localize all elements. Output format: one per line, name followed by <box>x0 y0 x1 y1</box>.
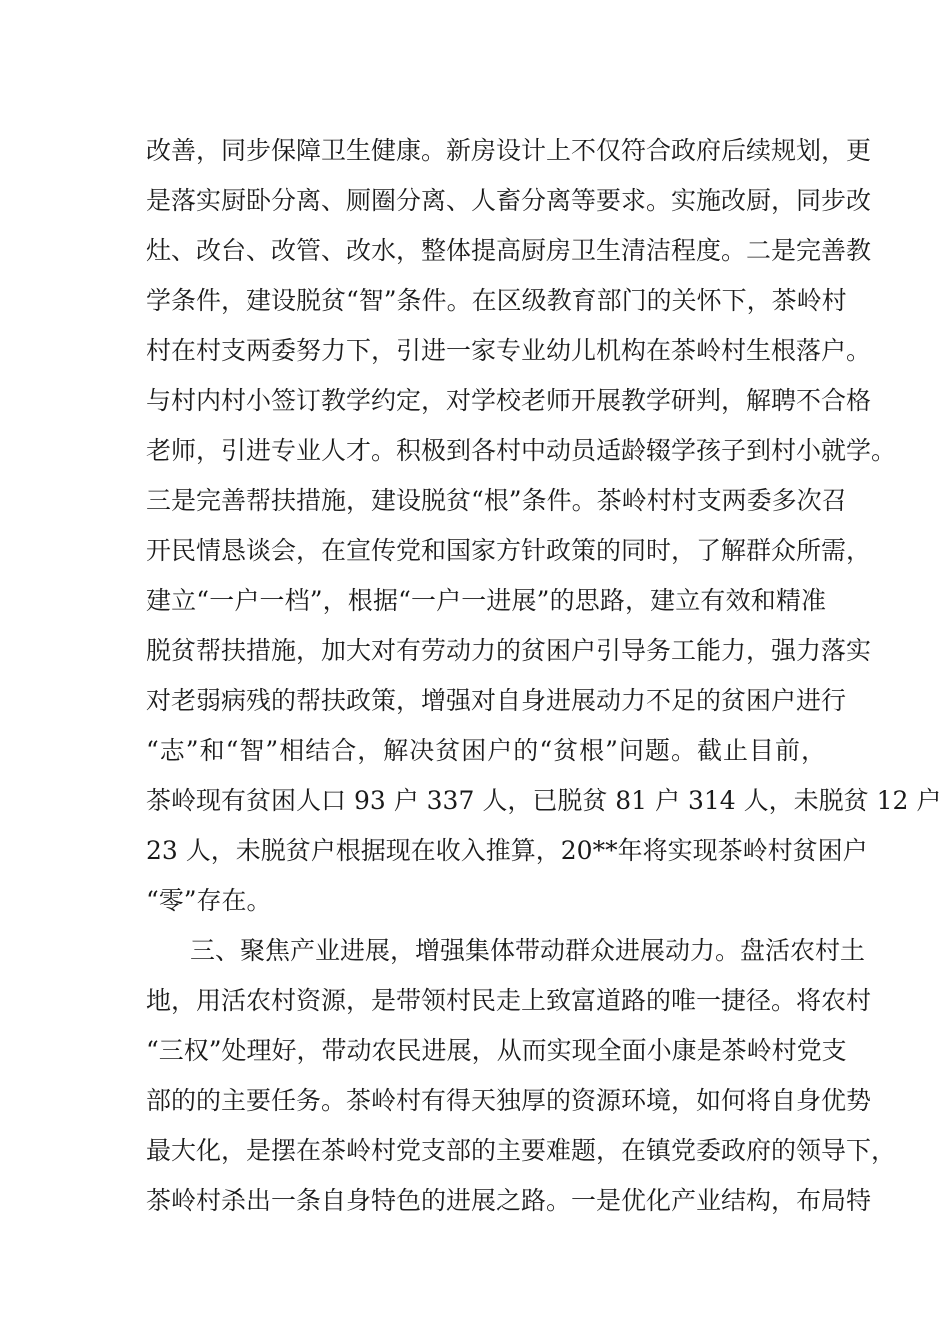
text-line: 与村内村小签订教学约定，对学校老师开展教学研判，解聘不合格 <box>146 386 872 415</box>
text-line: 三是完善帮扶措施，建设脱贫“根”条件。茶岭村村支两委多次召 <box>146 486 847 515</box>
paragraph-start-line: 三、聚焦产业进展，增强集体带动群众进展动力。盘活农村土 <box>190 936 866 965</box>
text-line: 改善，同步保障卫生健康。新房设计上不仅符合政府后续规划，更 <box>146 136 872 165</box>
text-line: 建立“一户一档”，根据“一户一进展”的思路，建立有效和精准 <box>146 586 826 615</box>
text-line: 23 人，未脱贫户根据现在收入推算，20**年将实现茶岭村贫困户 <box>146 836 868 865</box>
text-line: 茶岭村杀出一条自身特色的进展之路。一是优化产业结构，布局特 <box>146 1186 872 1215</box>
text-line: 地，用活农村资源，是带领村民走上致富道路的唯一捷径。将农村 <box>146 986 872 1015</box>
text-line: 对老弱病残的帮扶政策，增强对自身进展动力不足的贫困户进行 <box>146 686 847 715</box>
text-line: 老师，引进专业人才。积极到各村中动员适龄辍学孩子到村小就学。 <box>146 436 897 465</box>
body-text <box>146 126 942 1226</box>
text-line: 脱贫帮扶措施，加大对有劳动力的贫困户引导务工能力，强力落实 <box>146 636 872 665</box>
text-line: 是落实厨卧分离、厕圈分离、人畜分离等要求。实施改厨，同步改 <box>146 186 872 215</box>
text-line: 村在村支两委努力下，引进一家专业幼儿机构在茶岭村生根落户。 <box>146 336 872 365</box>
text-line: 部的的主要任务。茶岭村有得天独厚的资源环境，如何将自身优势 <box>146 1086 872 1115</box>
text-line: 学条件，建设脱贫“智”条件。在区级教育部门的关怀下，茶岭村 <box>146 286 847 315</box>
text-line: 茶岭现有贫困人口 93 户 337 人，已脱贫 81 户 314 人，未脱贫 12 户 <box>146 786 942 815</box>
text-line: “志”和“智”相结合，解决贫困户的“贫根”问题。截止目前， <box>146 736 826 765</box>
text-line: 开民情恳谈会，在宣传党和国家方针政策的同时，了解群众所需， <box>146 536 872 565</box>
text-line: “零”存在。 <box>146 886 272 915</box>
text-line: “三权”处理好，带动农民进展，从而实现全面小康是茶岭村党支 <box>146 1036 847 1065</box>
text-line: 最大化，是摆在茶岭村党支部的主要难题，在镇党委政府的领导下， <box>146 1136 897 1165</box>
text-line: 灶、改台、改管、改水，整体提高厨房卫生清洁程度。二是完善教 <box>146 236 872 265</box>
